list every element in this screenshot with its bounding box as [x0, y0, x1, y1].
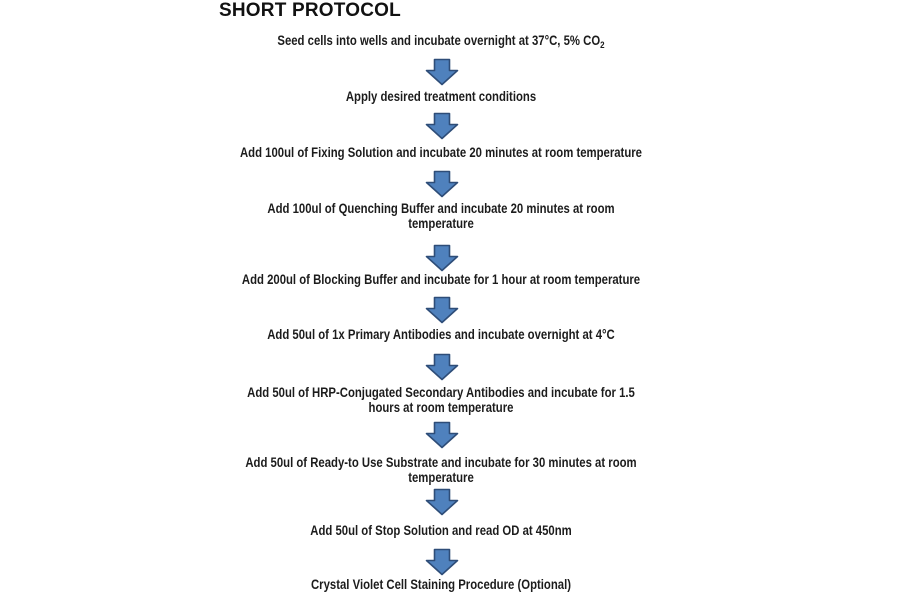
- step-text: Seed cells into wells and incubate overnight at 37°C, 5% $CO_2$: [277, 33, 605, 51]
- step-4-quenching-buffer: [189, 201, 693, 231]
- step-6-primary-antibodies: [189, 327, 693, 342]
- page-title: SHORT PROTOCOL: [219, 0, 401, 21]
- step-text: Add 100ul of Quenching Buffer and incubate 20 minutes at room: [267, 201, 615, 216]
- step-text: Add 50ul of Ready-to Use Substrate and incubate for 30 minutes at room: [245, 455, 637, 470]
- step-7-secondary-antibodies: [189, 385, 693, 415]
- step-text: Add 200ul of Blocking Buffer and incubate for 1 hour at room temperature: [241, 272, 641, 287]
- step-1-seed-cells: [189, 33, 693, 53]
- down-arrow-icon: [425, 244, 459, 272]
- down-arrow-icon: [425, 170, 459, 198]
- step-text: Add 50ul of HRP-Conjugated Secondary Antibodies and incubate for 1.5: [247, 385, 635, 400]
- step-text: Crystal Violet Cell Staining Procedure (Optional): [310, 577, 572, 592]
- step-text: Apply desired treatment conditions: [345, 89, 537, 104]
- down-arrow-icon: [425, 421, 459, 449]
- step-10-crystal-violet: [189, 577, 693, 592]
- step-8-substrate: [189, 455, 693, 485]
- co2-subscript: 2: [600, 40, 605, 51]
- down-arrow-icon: [425, 353, 459, 381]
- down-arrow-icon: [425, 112, 459, 140]
- step-2-treatment: [189, 89, 693, 104]
- down-arrow-icon: [425, 488, 459, 516]
- down-arrow-icon: [425, 58, 459, 86]
- down-arrow-icon: [425, 548, 459, 576]
- step-text: temperature: [408, 216, 474, 231]
- step-5-blocking-buffer: [189, 272, 693, 287]
- step-text: Add 50ul of 1x Primary Antibodies and incubate overnight at 4°C: [267, 327, 615, 342]
- step-text: Add 50ul of Stop Solution and read OD at 450nm: [310, 523, 572, 538]
- step-text: hours at room temperature: [368, 400, 514, 415]
- step-3-fixing-solution: [189, 145, 693, 160]
- step-text: Add 100ul of Fixing Solution and incubate 20 minutes at room temperature: [239, 145, 642, 160]
- step-9-stop-solution: [189, 523, 693, 538]
- step-text: temperature: [408, 470, 474, 485]
- down-arrow-icon: [425, 296, 459, 324]
